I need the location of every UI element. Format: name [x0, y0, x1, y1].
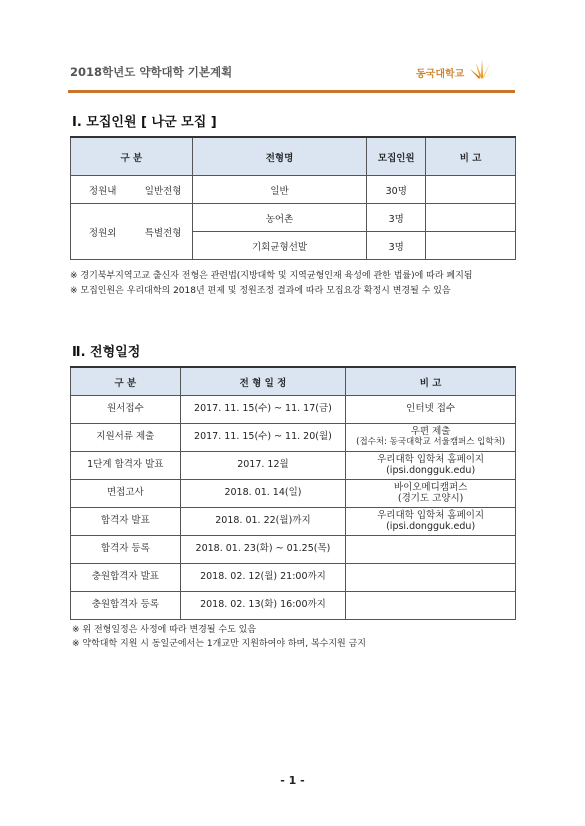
- table-row: [71, 396, 516, 424]
- cell-item: 충원합격자 발표: [71, 564, 181, 592]
- cell-type: 특별전형: [134, 204, 192, 260]
- cell-type: 일반전형: [134, 176, 192, 204]
- col-header-schedule: 전 형 일 정: [180, 367, 346, 396]
- university-logo-text: 동국대학교: [416, 69, 465, 80]
- remark-line2: (ipsi.dongguk.edu): [386, 520, 476, 532]
- remark-line2: (경기도 고양시): [397, 492, 464, 504]
- table-row: [71, 176, 516, 204]
- cell-name: 일반: [192, 176, 367, 204]
- cell-schedule: 2017. 12월: [180, 452, 346, 480]
- schedule-table: [70, 366, 516, 620]
- cell-name: 농어촌: [192, 204, 367, 232]
- cell-remark: [346, 480, 516, 508]
- cell-remark: [346, 592, 516, 620]
- section2-title: Ⅱ. 전형일정: [72, 345, 141, 360]
- cell-note: [426, 204, 516, 232]
- table-row: [71, 452, 516, 480]
- cell-schedule: 2017. 11. 15(수) ~ 11. 17(금): [180, 396, 346, 424]
- cell-schedule: 2018. 01. 22(월)까지: [180, 508, 346, 536]
- remark-line1: 우리대학 입학처 홈페이지: [377, 453, 485, 465]
- cell-remark: [346, 452, 516, 480]
- col-header-category: 구 분: [71, 367, 181, 396]
- page-number: - 1 -: [280, 774, 305, 787]
- note-line: ※ 경기북부지역고교 출신자 전형은 관련법(지방대학 및 지역균형인재 육성에 관한 법률)에 따라 폐지됨: [70, 271, 473, 281]
- table-row: [71, 508, 516, 536]
- note-line: ※ 모집인원은 우리대학의 2018년 편제 및 정원조정 결과에 따라 모집요강 확정시 변경될 수 있음: [70, 286, 451, 296]
- cell-item: 지원서류 제출: [71, 424, 181, 452]
- cell-note: [426, 176, 516, 204]
- header-divider: [68, 90, 515, 93]
- table-row: [71, 480, 516, 508]
- col-header-quota: 모집인원: [367, 137, 426, 176]
- table-row: [71, 424, 516, 452]
- document-header-title: 2018학년도 약학대학 기본계획: [70, 65, 233, 79]
- cell-remark: [346, 564, 516, 592]
- table-row: [71, 204, 516, 232]
- table-row: [71, 592, 516, 620]
- col-header-program: 전형명: [192, 137, 367, 176]
- section1-title: Ⅰ. 모집인원 [ 나군 모집 ]: [72, 115, 217, 130]
- col-header-remarks: 비 고: [426, 137, 516, 176]
- table-header-row: [71, 367, 516, 396]
- col-header-remarks: 비 고: [346, 367, 516, 396]
- cell-remark: [346, 536, 516, 564]
- remark-line2: (ipsi.dongguk.edu): [386, 464, 476, 476]
- cell-item: 합격자 등록: [71, 536, 181, 564]
- remark-line2: (접수처: 동국대학교 서울캠퍼스 입학처): [356, 437, 506, 448]
- cell-note: [426, 232, 516, 260]
- note-line: ※ 위 전형일정은 사정에 따라 변경될 수도 있음: [72, 625, 257, 635]
- cell-item: 원서접수: [71, 396, 181, 424]
- cell-remark: [346, 396, 516, 424]
- cell-count: 3명: [367, 232, 426, 260]
- note-line: ※ 약학대학 지원 시 동일군에서는 1개교만 지원하여야 하며, 복수지원 금지: [72, 639, 367, 649]
- cell-schedule: 2018. 01. 14(일): [180, 480, 346, 508]
- cell-schedule: 2018. 02. 13(화) 16:00까지: [180, 592, 346, 620]
- cell-group: 정원외: [71, 204, 135, 260]
- table-row: [71, 536, 516, 564]
- cell-remark: [346, 508, 516, 536]
- cell-item: 면접고사: [71, 480, 181, 508]
- remark-line1: 바이오메디캠퍼스: [393, 481, 468, 493]
- col-header-category: 구 분: [71, 137, 193, 176]
- cell-item: 합격자 발표: [71, 508, 181, 536]
- cell-item: 1단계 합격자 발표: [71, 452, 181, 480]
- cell-schedule: 2017. 11. 15(수) ~ 11. 20(월): [180, 424, 346, 452]
- cell-item: 충원합격자 등록: [71, 592, 181, 620]
- cell-group: 정원내: [71, 176, 135, 204]
- remark-line1: 우편 제출: [410, 426, 451, 438]
- cell-remark: [346, 424, 516, 452]
- cell-count: 30명: [367, 176, 426, 204]
- remark-line1: 인터넷 접수: [406, 403, 456, 415]
- cell-schedule: 2018. 01. 23(화) ~ 01.25(목): [180, 536, 346, 564]
- cell-schedule: 2018. 02. 12(월) 21:00까지: [180, 564, 346, 592]
- university-logo-icon: [466, 55, 496, 81]
- table-header-row: [71, 137, 516, 176]
- cell-count: 3명: [367, 204, 426, 232]
- table-row: [71, 564, 516, 592]
- cell-name: 기회균형선발: [192, 232, 367, 260]
- recruitment-table: [70, 136, 516, 260]
- remark-line1: 우리대학 입학처 홈페이지: [377, 509, 485, 521]
